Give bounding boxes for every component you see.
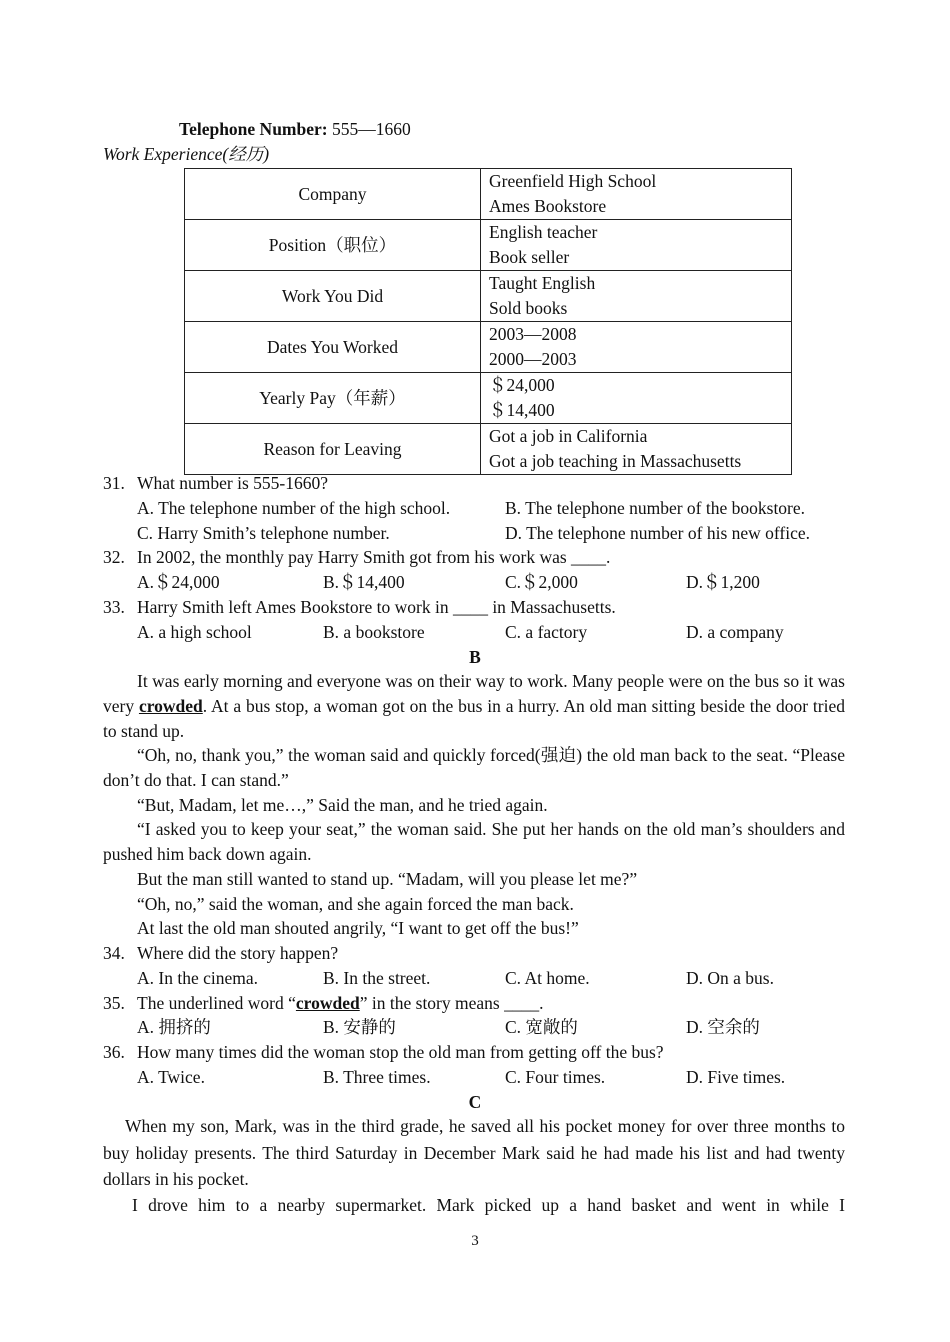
row-values — [481, 424, 792, 475]
value-line: Got a job in California — [489, 426, 648, 446]
value-line: Greenfield High School — [489, 171, 657, 191]
section-c-paragraph-2: I drove him to a nearby supermarket. Mark picked up a hand basket and went in while I — [132, 1195, 845, 1215]
question-36-option-d: D. Five times. — [686, 1067, 786, 1087]
page-number: 3 — [471, 1233, 479, 1249]
question-32-option-c: C.＄2,000 — [505, 572, 578, 592]
section-b-paragraph-2: “Oh, no, thank you,” the woman said and quickly forced(强迫) the old man back to the seat. “Please don’t do that. I can stand.” — [103, 745, 845, 790]
question-34-option-c: C. At home. — [505, 968, 590, 988]
table-row — [185, 373, 792, 424]
telephone-value: 555—1660 — [327, 119, 411, 139]
value-line: Book seller — [489, 247, 570, 267]
question-text: ” in the story means ____. — [359, 993, 544, 1013]
table-row — [185, 169, 792, 220]
section-b-title: B — [469, 647, 481, 667]
question-35-number: 35. — [103, 993, 125, 1013]
row-values — [481, 322, 792, 373]
section-b-paragraph-7: At last the old man shouted angrily, “I want to get off the bus!” — [137, 918, 579, 938]
question-35-option-a: A. 拥挤的 — [137, 1017, 211, 1037]
value-line: Got a job teaching in Massachusetts — [489, 451, 742, 471]
work-experience-table — [184, 168, 792, 475]
question-32-option-b: B.＄14,400 — [323, 572, 405, 592]
row-values — [481, 220, 792, 271]
question-31-text: What number is 555-1660? — [137, 473, 328, 493]
question-35-option-b: B. 安静的 — [323, 1017, 396, 1037]
value-line: 2003—2008 — [489, 324, 577, 344]
value-line: ＄24,000 — [489, 375, 555, 395]
underlined-word: crowded — [295, 993, 360, 1013]
section-c-paragraph-1: When my son, Mark, was in the third grade, he saved all his pocket money for over three months to buy holiday presents. The third Saturday in December Mark said he had made his list and had twenty dollars in his pocket. — [103, 1116, 845, 1189]
question-36-option-b: B. Three times. — [323, 1067, 431, 1087]
row-values — [481, 373, 792, 424]
question-34-option-d: D. On a bus. — [686, 968, 774, 988]
table-row — [185, 322, 792, 373]
question-33-number: 33. — [103, 597, 125, 617]
section-b-paragraph-1 — [103, 669, 845, 743]
question-32-option-a: A.＄24,000 — [137, 572, 220, 592]
row-values — [481, 169, 792, 220]
value-line: Ames Bookstore — [489, 196, 607, 216]
row-label: Yearly Pay（年薪） — [185, 373, 481, 424]
question-33-option-b: B. a bookstore — [323, 622, 425, 642]
row-label: Work You Did — [185, 271, 481, 322]
question-32-number: 32. — [103, 547, 125, 567]
question-31-option-a: A. The telephone number of the high school. — [137, 498, 451, 518]
question-33-option-d: D. a company — [686, 622, 784, 642]
value-line: English teacher — [489, 222, 598, 242]
table-row — [185, 424, 792, 475]
value-line: ＄14,400 — [489, 400, 555, 420]
telephone-label: Telephone Number: — [179, 119, 328, 139]
section-b-paragraph-3: “But, Madam, let me…,” Said the man, and he tried again. — [137, 795, 548, 815]
question-33-text: Harry Smith left Ames Bookstore to work in ____ in Massachusetts. — [137, 597, 616, 617]
question-33-option-a: A. a high school — [137, 622, 252, 642]
value-line: Taught English — [489, 273, 596, 293]
question-36-text: How many times did the woman stop the old man from getting off the bus? — [137, 1042, 664, 1062]
value-line: Sold books — [489, 298, 568, 318]
question-35-text — [137, 991, 543, 1015]
question-31-option-c: C. Harry Smith’s telephone number. — [137, 523, 390, 543]
question-34-number: 34. — [103, 943, 125, 963]
work-experience-heading: Work Experience(经历) — [103, 144, 270, 164]
question-36-option-a: A. Twice. — [137, 1067, 205, 1087]
row-label: Position（职位） — [185, 220, 481, 271]
question-33-option-c: C. a factory — [505, 622, 588, 642]
row-label: Company — [185, 169, 481, 220]
passage-text: . At a bus stop, a woman got on the bus in a hurry. An old man sitting beside the door tried to stand up. — [103, 695, 845, 741]
question-36-number: 36. — [103, 1042, 125, 1062]
question-31-number: 31. — [103, 473, 125, 493]
section-b-paragraph-4: “I asked you to keep your seat,” the woman said. She put her hands on the old man’s shoulders and pushed him back down again. — [103, 819, 845, 864]
table-row — [185, 220, 792, 271]
row-label: Reason for Leaving — [185, 424, 481, 475]
question-31-option-b: B. The telephone number of the bookstore. — [505, 498, 806, 518]
question-31-option-d: D. The telephone number of his new office. — [505, 523, 811, 543]
question-36-option-c: C. Four times. — [505, 1067, 606, 1087]
row-values — [481, 271, 792, 322]
question-text: The underlined word “ — [137, 993, 296, 1013]
question-35-option-c: C. 宽敞的 — [505, 1017, 578, 1037]
table-row — [185, 271, 792, 322]
question-34-text: Where did the story happen? — [137, 943, 339, 963]
telephone-line — [179, 117, 411, 141]
question-32-option-d: D.＄1,200 — [686, 572, 760, 592]
question-34-option-b: B. In the street. — [323, 968, 431, 988]
section-b-paragraph-5: But the man still wanted to stand up. “Madam, will you please let me?” — [137, 869, 638, 889]
passage-text: It was early morning and everyone was on their way to work. Many people were on the bus so it was very — [103, 671, 845, 716]
underlined-word: crowded — [138, 695, 203, 716]
question-35-option-d: D. 空余的 — [686, 1017, 760, 1037]
section-b-paragraph-6: “Oh, no,” said the woman, and she again forced the man back. — [137, 894, 574, 914]
question-34-option-a: A. In the cinema. — [137, 968, 258, 988]
row-label: Dates You Worked — [185, 322, 481, 373]
value-line: 2000—2003 — [489, 349, 577, 369]
question-32-text: In 2002, the monthly pay Harry Smith got from his work was ____. — [137, 547, 611, 567]
section-c-title: C — [468, 1092, 482, 1112]
